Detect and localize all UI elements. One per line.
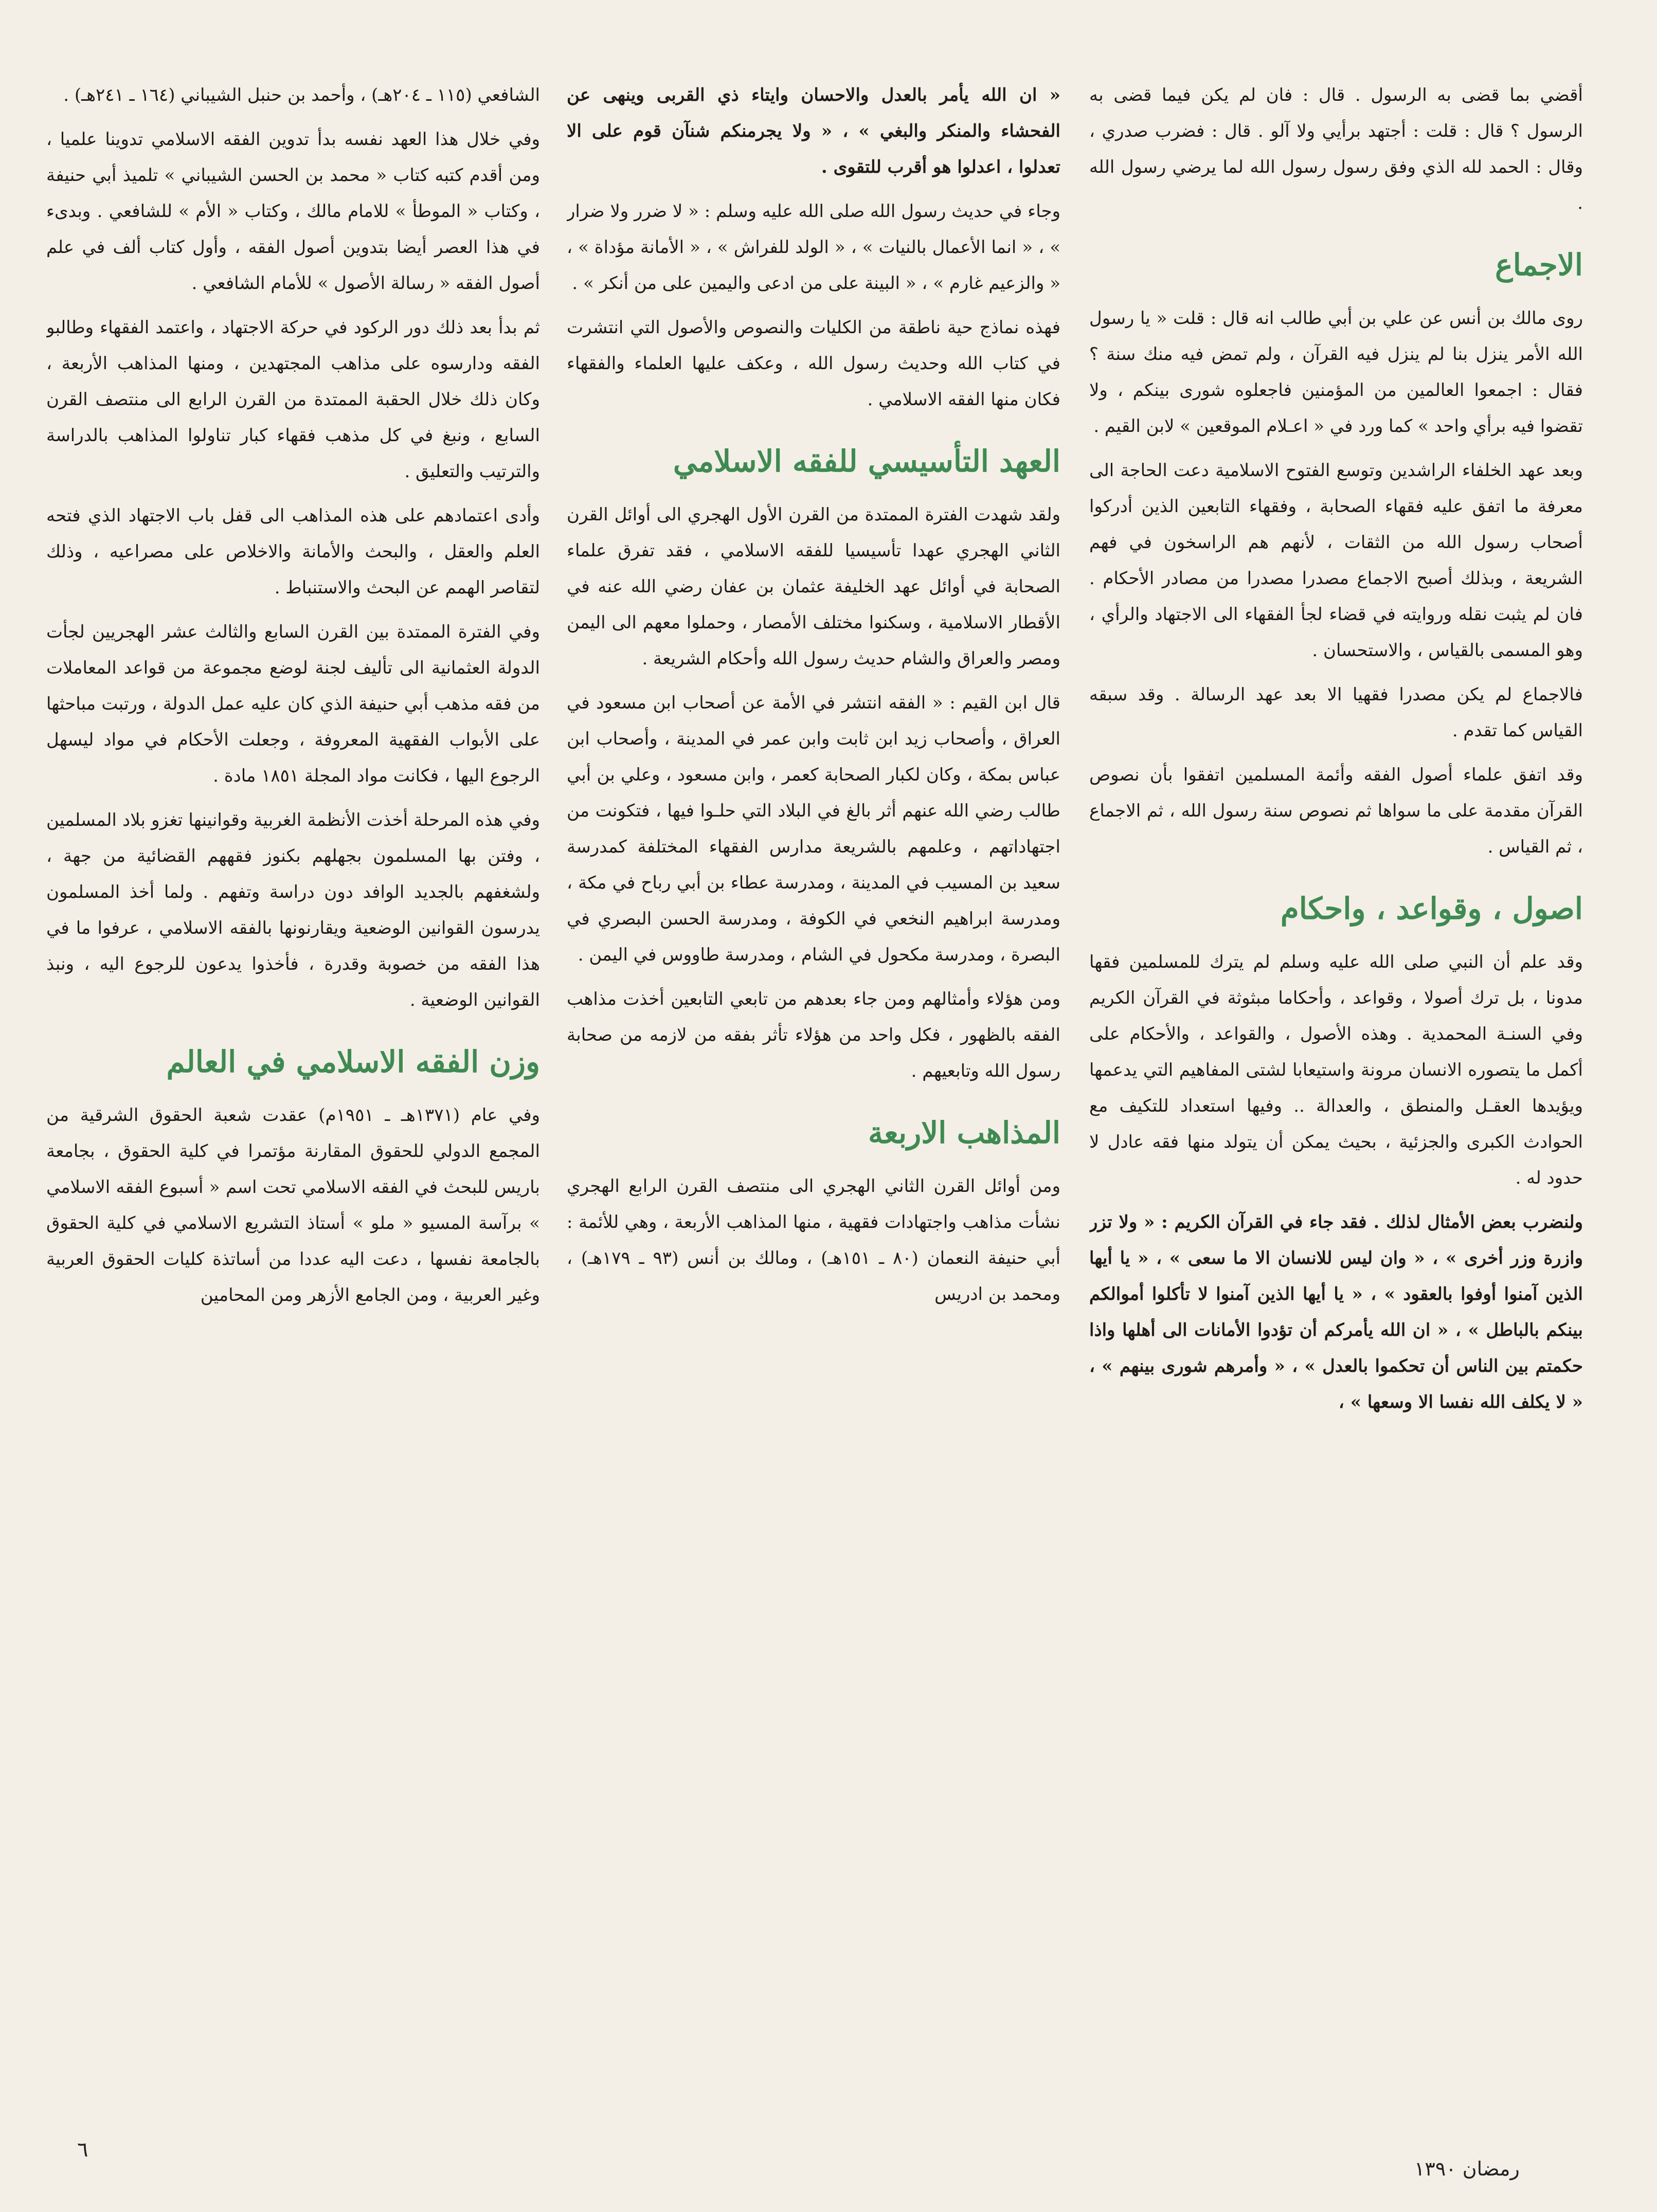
paragraph: وفي الفترة الممتدة بين القرن السابع والثالث عشر الهجريين لجأت الدولة العثمانية الى تأليف لجنة لوضع مجموعة من قواعد المعاملات من فقه مذهب أبي حنيفة الذي كان عليه عمل الدولة ، ورتبت مباحثها على الأبواب الفقهية المعروفة ، وجعلت الأحكام في مواد ليسهل الرجوع اليها ، فكانت مواد المجلة ١٨٥١ مادة . bbox=[46, 622, 540, 786]
column-left bbox=[46, 77, 540, 2113]
paragraph: روى مالك بن أنس عن علي بن أبي طالب انه قال : قلت « يا رسول الله الأمر ينزل بنا لم ينزل فيه القرآن ، ولم تمض فيه منك سنة ؟ فقال : اجمعوا العالمين من المؤمنين فاجعلوه شورى بينكم ، ولا تقضوا فيه برأي واحد » كما ورد في « اعـلام الموقعين » لابن القيم . bbox=[1089, 308, 1583, 437]
section-heading-ijma: الاجماع bbox=[1495, 247, 1583, 282]
paragraph: ومن هؤلاء وأمثالهم ومن جاء بعدهم من تابعي التابعين أخذت مذاهب الفقه بالظهور ، فكل واحد من هؤلاء تأثر بفقه من لازمه من صحابة رسول الله وتابعيهم . bbox=[567, 989, 1060, 1081]
paragraph: وبعد عهد الخلفاء الراشدين وتوسع الفتوح الاسلامية دعت الحاجة الى معرفة ما اتفق عليه فقهاء الصحابة ، وفقهاء التابعين الذين أدركوا أصحاب رسول الله من الثقات ، لأنهم هم الراسخون في فهم الشريعة ، وبذلك أصبح الاجماع مصدرا مصدرا من مصادر الأحكام . فان لم يثبت نقله وروايته في قضاء لجأ الفقهاء الى الاجتهاد والرأي ، وهو المسمى بالقياس ، والاستحسان . bbox=[1089, 460, 1583, 661]
paragraph: وفي هذه المرحلة أخذت الأنظمة الغربية وقوانينها تغزو بلاد المسلمين ، وفتن بها المسلمون بجهلهم بكنوز فقههم القضائية من جهة ، ولشغفهم بالجديد الوافد دون دراسة وتفهم . ولما أخذ المسلمون يدرسون القوانين الوضعية ويقارنونها بالفقه الاسلامي ، عرفوا ما في هذا الفقه من خصوبة وقدرة ، فأخذوا يدعون للرجوع اليه ، ونبذ القوانين الوضعية . bbox=[46, 810, 540, 1010]
paragraph: ثم بدأ بعد ذلك دور الركود في حركة الاجتهاد ، واعتمد الفقهاء وطالبو الفقه ودارسوه على مذاهب المجتهدين ، ومنها المذاهب الأربعة ، وكان ذلك خلال الحقبة الممتدة من القرن الرابع الى منتصف القرن السابع ، ونبغ في كل مذهب فقهاء كبار تناولوا المذاهب بالدراسة والترتيب والتعليق . bbox=[46, 317, 540, 482]
section-heading-usul: اصول ، وقواعد ، واحكام bbox=[1280, 891, 1583, 926]
issue-date: رمضان ١٣٩٠ bbox=[1414, 2157, 1520, 2180]
section-heading-weight: وزن الفقه الاسلامي في العالم bbox=[166, 1044, 540, 1079]
column-middle bbox=[567, 77, 1060, 2113]
paragraph-quotes: ولنضرب بعض الأمثال لذلك . فقد جاء في القرآن الكريم : « ولا تزر وازرة وزر أخرى » ، « وان ليس للانسان الا ما سعى » ، « يا أيها الذين آمنوا أوفوا بالعقود » ، « يا أيها الذين آمنوا لا تأكلوا أموالكم بينكم بالباطل » ، « ان الله يأمركم أن تؤدوا الأمانات الى أهلها واذا حكمتم بين الناس أن تحكموا بالعدل » ، « وأمرهم شورى بينهم » ، « لا يكلف الله نفسا الا وسعها » ، bbox=[1089, 1212, 1583, 1412]
paragraph: وأدى اعتمادهم على هذه المذاهب الى قفل باب الاجتهاد الذي فتحه العلم والعقل ، والبحث والأمانة والاخلاص على مصراعيه ، وذلك لتقاصر الهمم عن البحث والاستنباط . bbox=[46, 505, 540, 598]
section-heading-four-schools: المذاهب الاربعة bbox=[868, 1115, 1060, 1150]
paragraph: الشافعي (١١٥ ـ ٢٠٤هـ) ، وأحمد بن حنبل الشيباني (١٦٤ ـ ٢٤١هـ) . bbox=[63, 85, 540, 105]
paragraph: وجاء في حديث رسول الله صلى الله عليه وسلم : « لا ضرر ولا ضرار » ، « انما الأعمال بالنيات » ، « الولد للفراش » ، « الأمانة مؤداة » ، « والزعيم غارم » ، « البينة على من ادعى واليمين على من أنكر » . bbox=[567, 201, 1060, 294]
page-number: ٦ bbox=[77, 2138, 88, 2162]
paragraph: ولقد شهدت الفترة الممتدة من القرن الأول الهجري الى أوائل القرن الثاني الهجري عهدا تأسيسيا للفقه الاسلامي ، فقد تفرق علماء الصحابة في أوائل عهد الخليفة عثمان بن عفان رضي الله عنه في الأقطار الاسلامية ، وسكنوا مختلف الأمصار ، وحملوا معهم الى اليمن ومصر والعراق والشام حديث رسول الله وأحكام الشريعة . bbox=[567, 504, 1060, 669]
paragraph: وفي عام (١٣٧١هـ ـ ١٩٥١م) عقدت شعبة الحقوق الشرقية من المجمع الدولي للحقوق المقارنة مؤتمرا في كلية الحقوق ، بجامعة باريس للبحث في الفقه الاسلامي تحت اسم « أسبوع الفقه الاسلامي » برآسة المسيو « ملو » أستاذ التشريع الاسلامي في كلية الحقوق بالجامعة نفسها ، دعت اليه عددا من أساتذة كليات الحقوق العربية وغير العربية ، ومن الجامع الأزهر ومن المحامين bbox=[46, 1105, 540, 1306]
paragraph: فهذه نماذج حية ناطقة من الكليات والنصوص والأصول التي انتشرت في كتاب الله وحديث رسول الله ، وعكف عليها العلماء والفقهاء فكان منها الفقه الاسلامي . bbox=[567, 317, 1060, 410]
paragraph: أقضي بما قضى به الرسول . قال : فان لم يكن فيما قضى به الرسول ؟ قال : قلت : أجتهد برأيي ولا آلو . قال : فضرب صدري ، وقال : الحمد لله الذي وفق رسول رسول الله لما يرضي رسول الله . bbox=[1089, 85, 1583, 213]
section-heading-foundation: العهد التأسيسي للفقه الاسلامي bbox=[673, 444, 1060, 479]
paragraph: وقد علم أن النبي صلى الله عليه وسلم لم يترك للمسلمين فقها مدونا ، بل ترك أصولا ، وقواعد ، وأحكاما مبثوثة في القرآن الكريم وفي السنـة المحمدية . وهذه الأصول ، والقواعد ، والأحكام على أكمل ما يتصوره الانسان مرونة واستيعابا لشتى المفاهيم التي يدعمها ويؤيدها العقـل والمنطق ، والعدالة .. وفيها استعداد للتكيف مع الحوادث الكبرى والجزئية ، بحيث يمكن أن يتولد منها فقه عادل لا حدود له . bbox=[1089, 952, 1583, 1188]
paragraph: فالاجماع لم يكن مصدرا فقهيا الا بعد عهد الرسالة . وقد سبقه القياس كما تقدم . bbox=[1089, 684, 1583, 741]
paragraph: قال ابن القيم : « الفقه انتشر في الأمة عن أصحاب ابن مسعود في العراق ، وأصحاب زيد ابن ثابت وابن عمر في المدينة ، وأصحاب ابن عباس بمكة ، وكان لكبار الصحابة كعمر ، وابن مسعود ، وعلي بن أبي طالب رضي الله عنهم أثر بالغ في البلاد التي حلـوا فيها ، فتكونت من اجتهاداتهم ، وعلمهم بالشريعة مدارس الفقهاء المختلفة كمدرسة سعيد بن المسيب في المدينة ، ومدرسة عطاء بن أبي رباح في مكة ، ومدرسة ابراهيم النخعي في الكوفة ، ومدرسة الحسن البصري في البصرة ، ومدرسة مكحول في الشام ، ومدرسة طاووس في اليمن . bbox=[567, 693, 1060, 965]
column-right bbox=[1089, 77, 1583, 2113]
quote-paragraph: « ان الله يأمر بالعدل والاحسان وايتاء ذي القربى وينهى عن الفحشاء والمنكر والبغي » ، « ولا يجرمنكم شنآن قوم على الا تعدلوا ، اعدلوا هو أقرب للتقوى . bbox=[567, 85, 1060, 177]
paragraph: وقد اتفق علماء أصول الفقه وأئمة المسلمين اتفقوا بأن نصوص القرآن مقدمة على ما سواها ثم نصوص سنة رسول الله ، ثم الاجماع ، ثم القياس . bbox=[1089, 765, 1583, 857]
paragraph: وفي خلال هذا العهد نفسه بدأ تدوين الفقه الاسلامي تدوينا علميا ، ومن أقدم كتبه كتاب « محمد بن الحسن الشيباني » تلميذ أبي حنيفة ، وكتاب « الموطأ » للامام مالك ، وكتاب « الأم » للشافعي . وبدىء في هذا العصر أيضا بتدوين أصول الفقه ، وأول كتاب ألف في علم أصول الفقه « رسالة الأصول » للأمام الشافعي . bbox=[46, 129, 540, 294]
paragraph: ومن أوائل القرن الثاني الهجري الى منتصف القرن الرابع الهجري نشأت مذاهب واجتهادات فقهية ، منها المذاهب الأربعة ، وهي للأئمة : أبي حنيفة النعمان (٨٠ ـ ١٥١هـ) ، ومالك بن أنس (٩٣ ـ ١٧٩هـ) ، ومحمد بن ادريس bbox=[567, 1176, 1060, 1304]
